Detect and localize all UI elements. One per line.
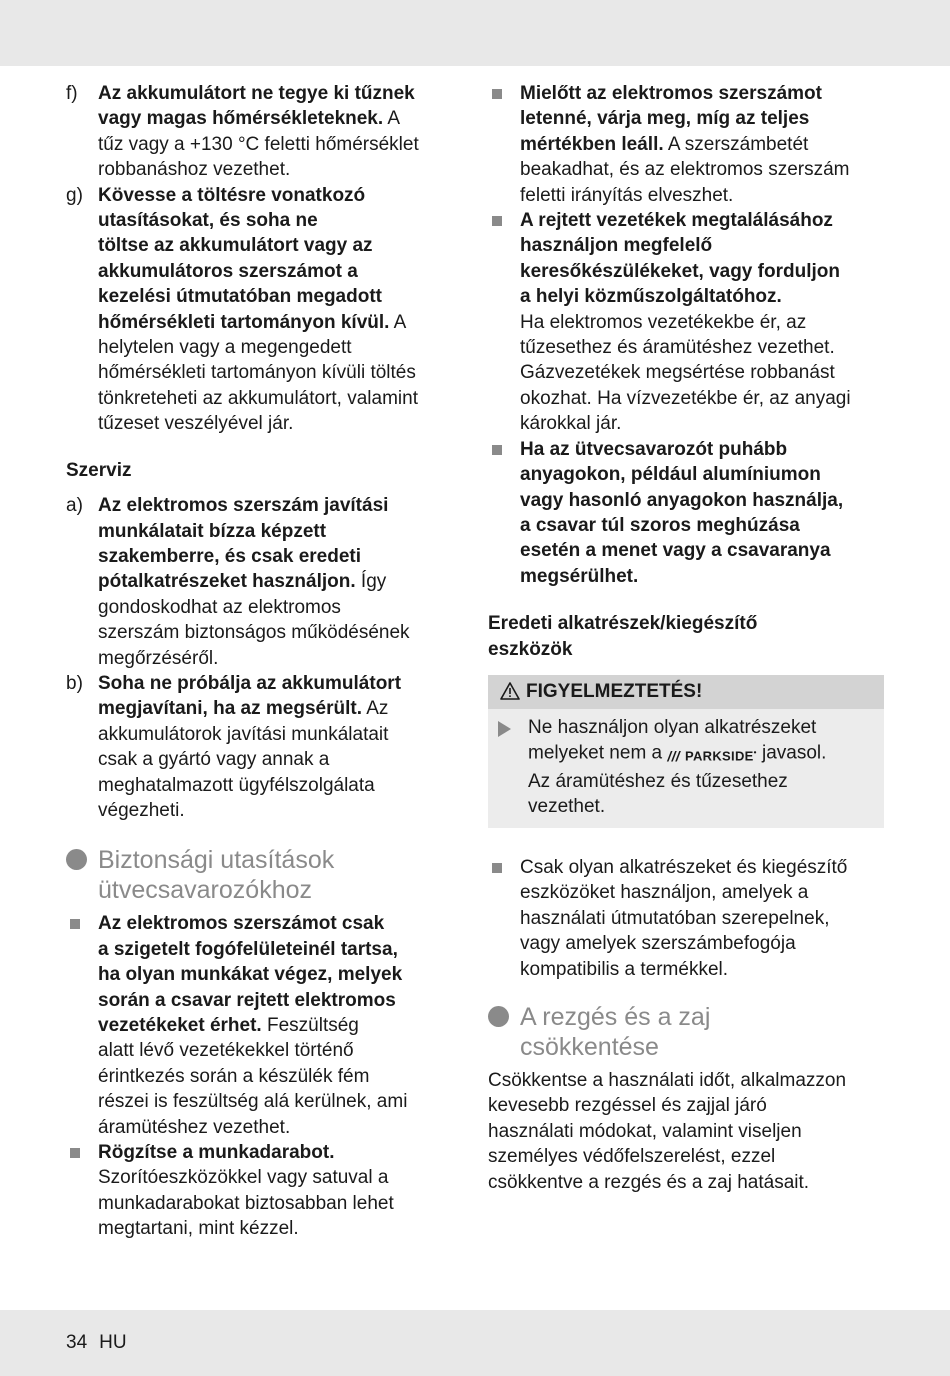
body-text: tűzesethez és áramütéshez vezethet.: [520, 337, 835, 359]
body-text: alatt lévő vezetékekkel történő: [98, 1040, 354, 1062]
bold-text: mértékben leáll.: [520, 133, 664, 155]
list-item-g: [66, 183, 466, 437]
bold-text: töltse az akkumulátort vagy az: [98, 235, 373, 257]
body-text: melyeket nem a: [528, 742, 668, 764]
body-text: végezheti.: [98, 799, 185, 821]
section-title-safety: Biztonsági utasítások ütvecsavarozókhoz: [66, 845, 466, 905]
square-bullet-icon: [70, 1148, 80, 1158]
warning-body: [488, 709, 884, 826]
body-text: hőmérsékleti tartományon kívüli töltés: [98, 362, 416, 384]
language-code: HU: [99, 1332, 127, 1353]
bullet-item-secure-workpiece: [66, 1140, 466, 1242]
bullet-item-original-parts: [488, 855, 884, 982]
body-text: használati útmutatóban szerepelnek,: [520, 907, 830, 929]
bold-text: vagy magas hőmérsékleteknek.: [98, 108, 384, 130]
body-text: kevesebb rezgéssel és zajjal járó: [488, 1095, 767, 1117]
bold-text: utasításokat, és soha ne: [98, 210, 318, 232]
parkside-logo: /// PARKSIDE•: [667, 747, 757, 764]
service-heading: Szerviz: [66, 459, 132, 481]
body-text: helytelen vagy a megengedett: [98, 337, 352, 359]
body-text: megtartani, mint kézzel.: [98, 1218, 299, 1240]
bold-text: akkumulátoros szerszámot a: [98, 260, 358, 282]
vibration-paragraph: [488, 1068, 884, 1195]
arrow-right-icon: [498, 721, 511, 737]
body-text: beakadhat, és az elektromos szerszám: [520, 159, 850, 181]
bold-text: kezelési útmutatóban megadott: [98, 286, 382, 308]
list-marker: a): [66, 495, 83, 517]
body-text: csak a gyártó vagy annak a: [98, 749, 330, 771]
body-text: Így: [355, 571, 387, 593]
parts-heading: Eredeti alkatrészek/kiegészítő eszközök: [488, 613, 758, 660]
body-text: kompatibilis a termékkel.: [520, 958, 729, 980]
bold-text: vagy hasonló anyagokon használja,: [520, 489, 844, 511]
body-text: Ne használjon olyan alkatrészeket: [528, 716, 817, 738]
square-bullet-icon: [70, 919, 80, 929]
body-text: Az: [361, 698, 389, 720]
bold-text: ha olyan munkákat végez, melyek: [98, 964, 403, 986]
bullet-dot-icon: [66, 849, 87, 870]
body-text: érintkezés során a készülék fém: [98, 1065, 370, 1087]
body-text: A szerszámbetét: [663, 133, 809, 155]
bold-text: keresőkészülékeket, vagy forduljon: [520, 260, 840, 282]
body-text: feletti irányítás elveszhet.: [520, 184, 734, 206]
square-bullet-icon: [492, 445, 502, 455]
body-text: Feszültség: [261, 1015, 359, 1036]
bold-text: során a csavar rejtett elektromos: [98, 989, 396, 1011]
bold-text: Ha az ütvecsavarozót puhább: [520, 438, 788, 460]
body-text: eszközöket használjon, amelyek a: [520, 882, 809, 904]
body-text: megőrzéséről.: [98, 647, 219, 669]
bullet-item-hidden-wires: [488, 208, 884, 437]
bold-text: vezetékeket érhet.: [98, 1015, 262, 1036]
bold-text: Az elektromos szerszám javítási: [98, 495, 389, 517]
body-text: vezethet.: [528, 796, 606, 818]
body-text: meghatalmazott ügyfélszolgálata: [98, 774, 375, 796]
header-bar: [0, 0, 950, 66]
section-title-vibration: A rezgés és a zaj csökkentése: [488, 1002, 884, 1062]
footer-bar: [0, 1310, 950, 1376]
bold-text: a szigetelt fogófelületeinél tartsa,: [98, 938, 398, 960]
bold-text: Az akkumulátort ne tegye ki tűznek: [98, 83, 415, 104]
bold-text: A rejtett vezetékek megtalálásához: [520, 210, 833, 232]
bold-text: pótalkatrészeket használjon.: [98, 571, 356, 593]
body-text: Szorítóeszközökkel vagy satuval a: [98, 1167, 389, 1189]
bold-text: munkálatait bízza képzett: [98, 520, 327, 542]
body-text: Csak olyan alkatrészeket és kiegészítő: [520, 856, 848, 878]
page-number: 34 HU: [66, 1332, 127, 1353]
square-bullet-icon: [492, 863, 502, 873]
body-text: vagy amelyek szerszámbefogója: [520, 933, 796, 955]
body-text: akkumulátorok javítási munkálatait: [98, 723, 389, 745]
bold-text: esetén a menet vagy a csavaranya: [520, 540, 831, 562]
bold-text: a helyi közműszolgáltatóhoz.: [520, 286, 782, 308]
bold-text: Kövesse a töltésre vonatkozó: [98, 184, 366, 206]
body-text: tűzeset veszélyével jár.: [98, 413, 294, 435]
bullet-item-wait-stop: [488, 81, 884, 208]
bold-text: hőmérsékleti tartományon kívül.: [98, 311, 390, 333]
list-marker: b): [66, 672, 83, 694]
bullet-dot-icon: [488, 1006, 509, 1027]
body-text: tönkreteheti az akkumulátort, valamint: [98, 387, 418, 409]
list-marker: g): [66, 184, 83, 206]
bold-text: szakemberre, és csak eredeti: [98, 545, 362, 567]
bold-text: Rögzítse a munkadarabot.: [98, 1142, 335, 1164]
body-text: károkkal jár.: [520, 413, 622, 435]
bold-text: Az elektromos szerszámot csak: [98, 913, 385, 935]
warning-title: FIGYELMEZTETÉS!: [526, 680, 703, 702]
body-text: gondoskodhat az elektromos: [98, 596, 341, 618]
warning-box: [488, 675, 884, 828]
bold-text: a csavar túl szoros meghúzása: [520, 514, 800, 536]
bold-text: megsérülhet.: [520, 565, 639, 587]
body-text: használati módokat, valamint viseljen: [488, 1120, 802, 1142]
left-column: [66, 81, 466, 1242]
body-text: Ha elektromos vezetékekbe ér, az: [520, 311, 807, 333]
list-item-b: [66, 671, 466, 823]
body-text: áramütéshez vezethet.: [98, 1116, 291, 1138]
bullet-item-insulated-grip: [66, 911, 466, 1140]
body-text: munkadarabokat biztosabban lehet: [98, 1192, 394, 1214]
square-bullet-icon: [492, 216, 502, 226]
list-item-a: [66, 493, 466, 671]
body-text: csökkentve a rezgés és a zaj hatásait.: [488, 1171, 810, 1193]
bold-text: megjavítani, ha az megsérült.: [98, 698, 362, 720]
square-bullet-icon: [492, 89, 502, 99]
body-text: Gázvezetékek megsértése robbanást: [520, 362, 835, 384]
bold-text: letenné, várja meg, míg az teljes: [520, 108, 810, 130]
body-text: Az áramütéshez és tűzesethez: [528, 771, 788, 793]
bold-text: Soha ne próbálja az akkumulátort: [98, 672, 402, 694]
body-text: Csökkentse a használati időt, alkalmazzon: [488, 1069, 847, 1091]
warning-triangle-icon: [500, 682, 520, 700]
list-marker: f): [66, 83, 78, 104]
body-text: javasol.: [756, 742, 827, 764]
body-text: A: [389, 311, 407, 333]
body-text: A: [383, 108, 401, 130]
body-text: szerszám biztonságos működésének: [98, 622, 410, 644]
bold-text: Mielőtt az elektromos szerszámot: [520, 83, 822, 104]
body-text: tűz vagy a +130 °C feletti hőmérséklet: [98, 133, 419, 155]
warning-header: [488, 675, 884, 709]
body-text: robbanáshoz vezethet.: [98, 159, 291, 181]
body-text: részei is feszültség alá kerülnek, ami: [98, 1091, 408, 1113]
bold-text: használjon megfelelő: [520, 235, 713, 257]
right-column: [488, 81, 884, 1195]
bullet-item-soft-materials: [488, 437, 884, 589]
body-text: személyes védőfelszerelést, ezzel: [488, 1146, 776, 1168]
list-item-f: [66, 81, 466, 183]
bold-text: anyagokon, például alumíniumon: [520, 464, 821, 486]
body-text: okozhat. Ha vízvezetékbe ér, az anyagi: [520, 387, 851, 409]
